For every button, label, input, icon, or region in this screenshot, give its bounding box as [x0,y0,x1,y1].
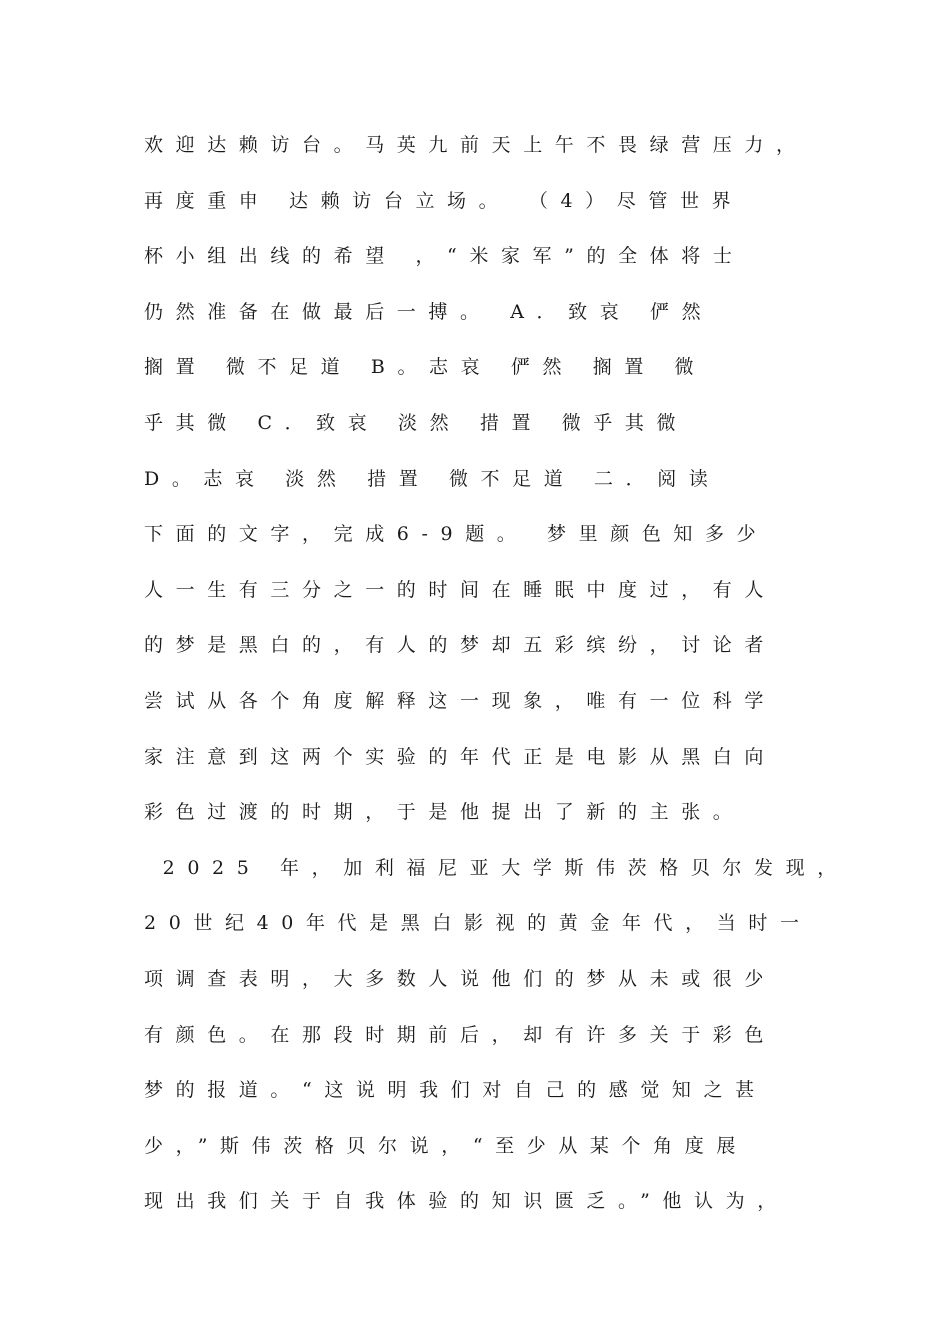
text-line: D。志哀 淡然 措置 微不足道 二．阅读 [144,467,721,490]
text-line: 项调查表明，大多数人说他们的梦从未或很少 [144,967,777,990]
text-line: 2025 年，加利福尼亚大学斯伟茨格贝尔发现， [144,856,849,879]
text-line: 家注意到这两个实验的年代正是电影从黑白向 [144,745,777,768]
text-line: 欢迎达赖访台。马英九前天上午不畏绿营压力， [144,134,808,156]
text-line: 彩色过渡的时期，于是他提出了新的主张。 [144,801,745,824]
text-line: 有颜色。在那段时期前后，却有许多关于彩色 [144,1023,777,1046]
text-line: 现出我们关于自我体验的知识匮乏。”他认为， [144,1190,789,1213]
text-line: 人一生有三分之一的时间在睡眠中度过，有人 [144,578,777,601]
text-line: 的梦是黑白的，有人的梦却五彩缤纷，讨论者 [144,634,777,657]
text-line: 乎其微 C．致哀 淡然 措置 微乎其微 [144,411,689,434]
text-line: 下面的文字，完成6-9题。 梦里颜色知多少 [144,523,769,546]
text-line: 仍然准备在做最后一搏。 A．致哀 俨然 [144,300,714,323]
text-line: 梦的报道。“这说明我们对自己的感觉知之甚 [144,1079,767,1102]
text-line: 再度重申 达赖访台立场。 （4）尽管世界 [144,189,744,212]
text-line: 搁置 微不足道 B。志哀 俨然 搁置 微 [144,356,707,379]
text-line: 20世纪40年代是黑白影视的黄金年代，当时一 [144,912,812,935]
text-line: 少，”斯伟茨格贝尔说，“至少从某个角度展 [144,1134,748,1157]
text-line: 杯小组出线的希望 ，“米家军”的全体将士 [144,245,745,268]
body-text [144,128,849,1240]
text-line: 尝试从各个角度解释这一现象，唯有一位科学 [144,689,777,712]
